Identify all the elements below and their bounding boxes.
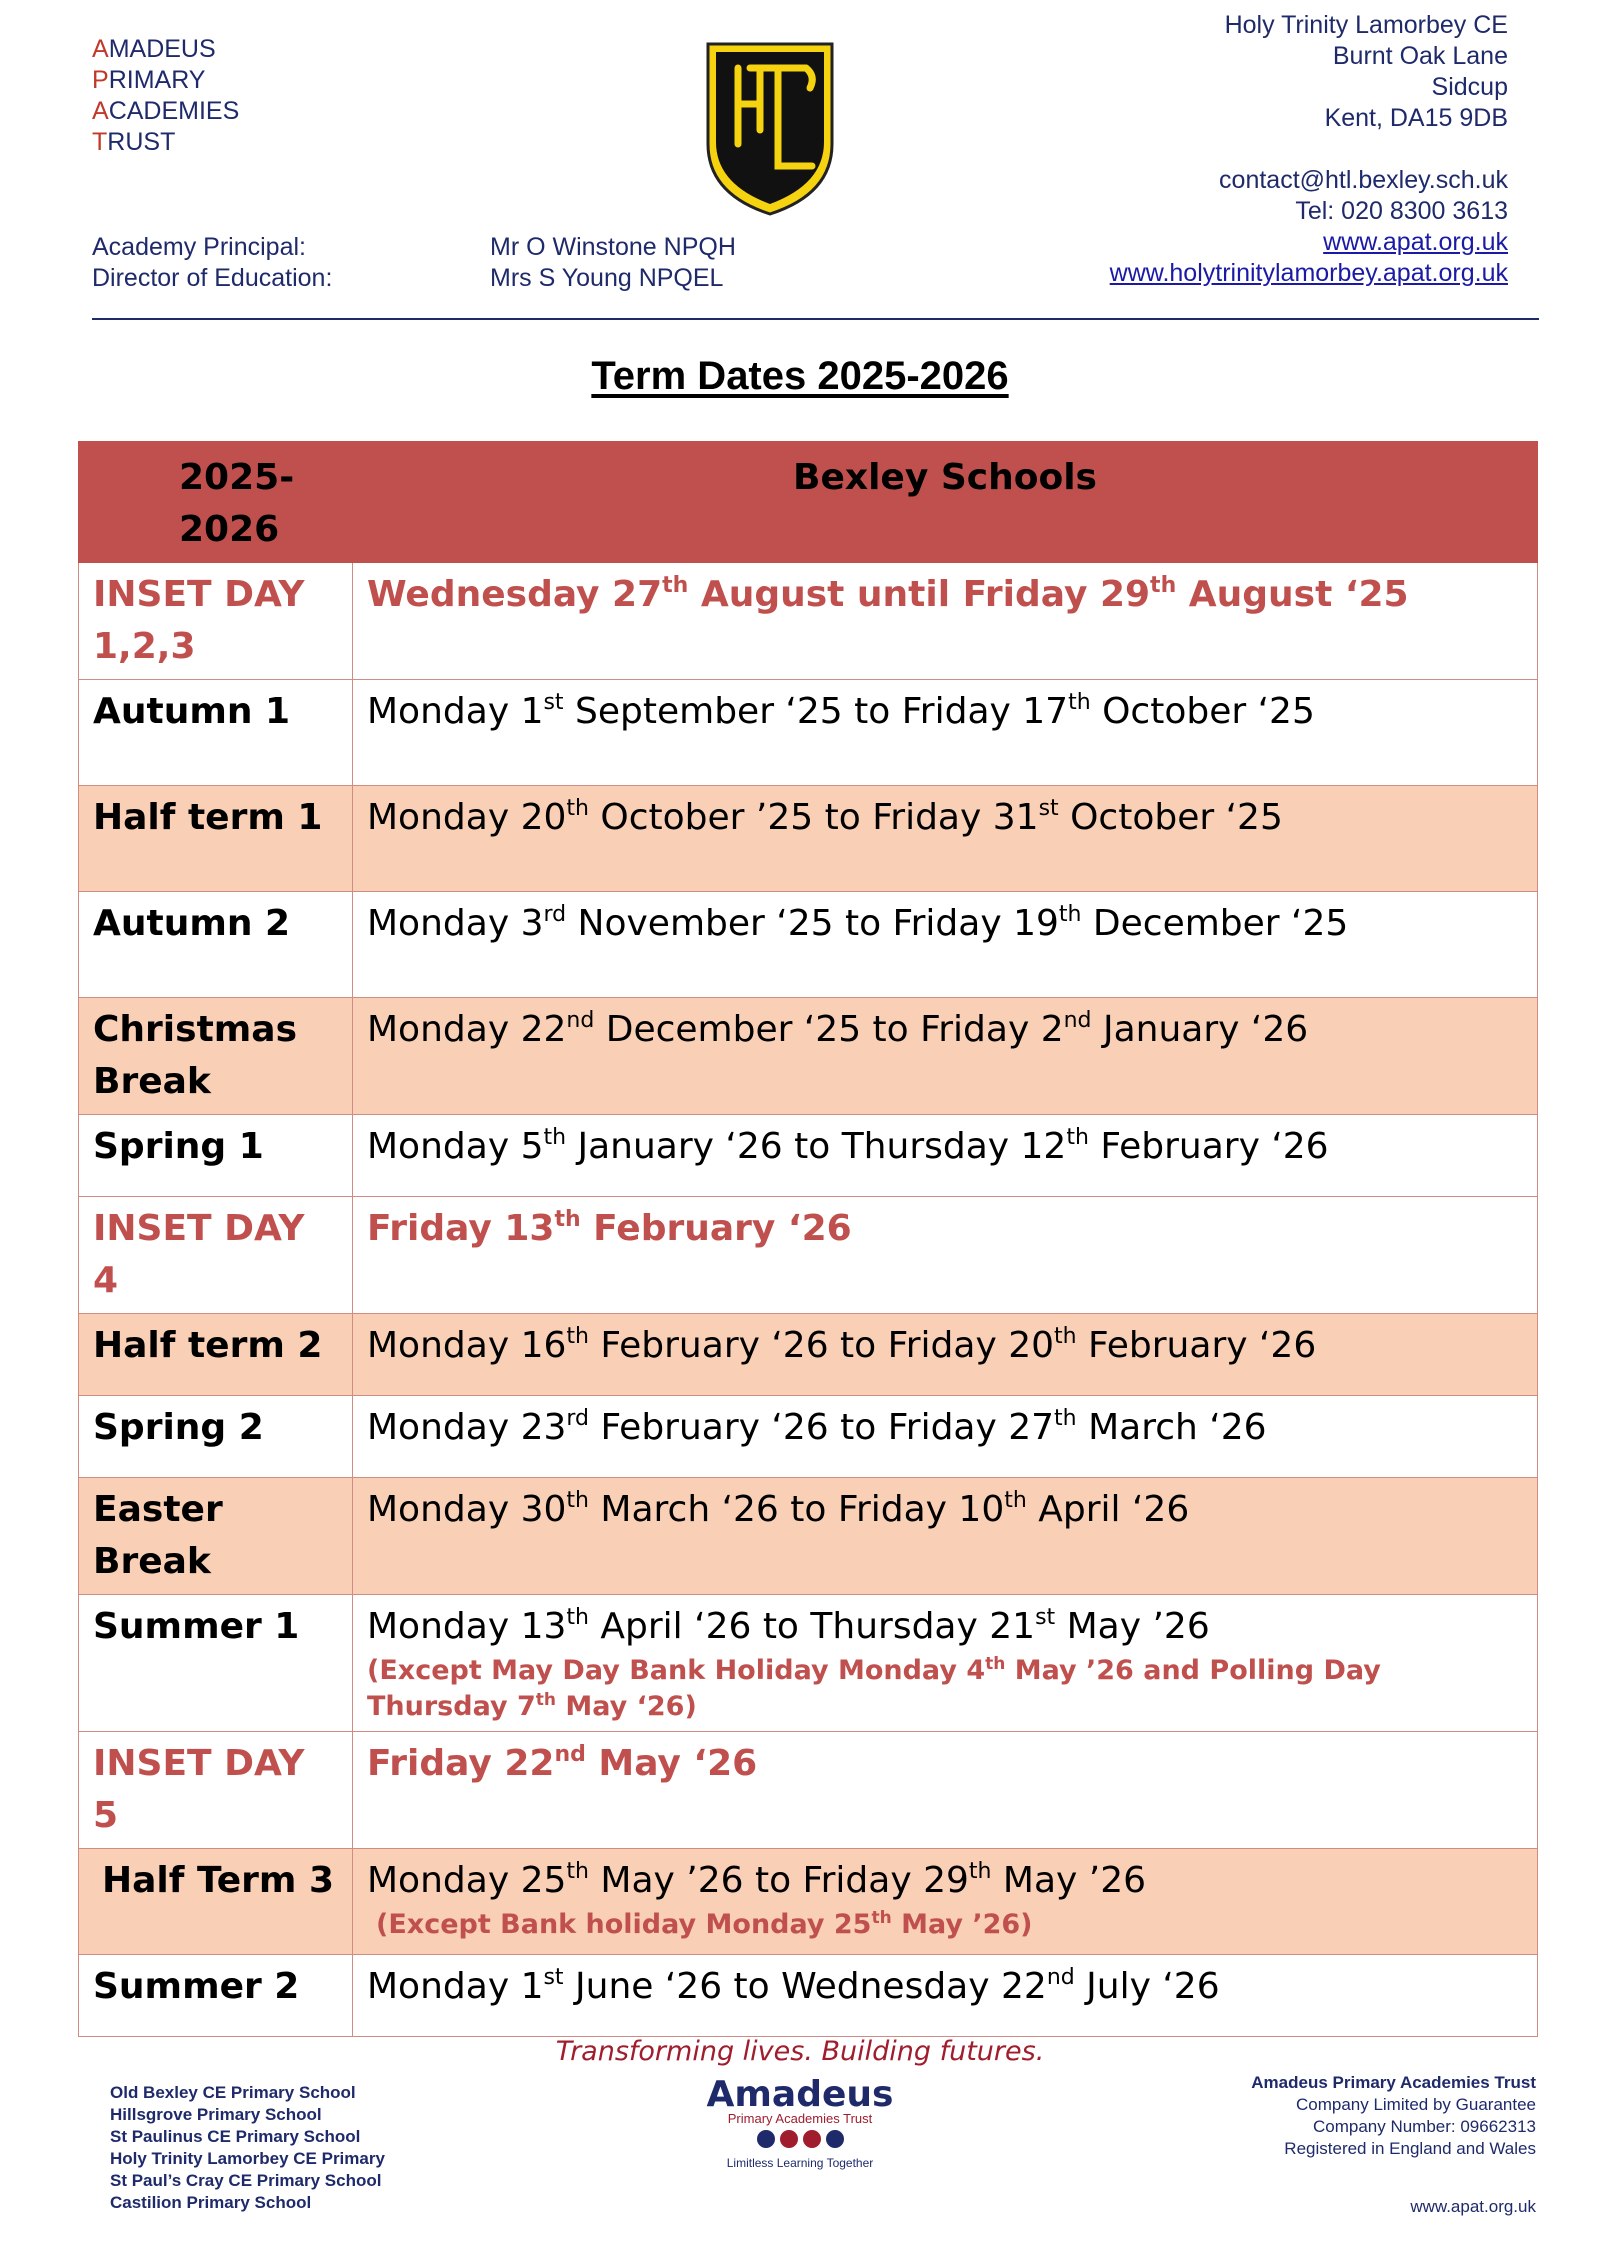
table-row: Autumn 1 Monday 1st September ‘25 to Friday 17th October ‘25 — [79, 680, 1538, 786]
row-note: (Except Bank holiday Monday 25th May ’26) — [376, 1908, 1033, 1940]
table-row: INSET DAY 5 Friday 22nd May ‘26 — [79, 1732, 1538, 1849]
list-item: St Paulinus CE Primary School — [110, 2127, 361, 2146]
table-row: Christmas Break Monday 22nd December ‘25 to Friday 2nd January ‘26 — [79, 998, 1538, 1115]
table-header-row — [79, 442, 1538, 563]
list-item: St Paul’s Cray CE Primary School — [110, 2171, 382, 2190]
tagline: Transforming lives. Building futures. — [555, 2036, 1045, 2067]
table-row: Spring 1 Monday 5th January ‘26 to Thursday 12th February ‘26 — [79, 1115, 1538, 1197]
table-row: Autumn 2 Monday 3rd November ‘25 to Friday 19th December ‘25 — [79, 892, 1538, 998]
table-row: INSET DAY 1,2,3 Wednesday 27th August until Friday 29th August ‘25 — [79, 563, 1538, 680]
school-crest-icon — [694, 34, 846, 218]
list-item: Castilion Primary School — [110, 2193, 312, 2212]
term-dates-table — [78, 441, 1538, 2037]
header-divider — [92, 318, 1539, 320]
table-row: Easter Break Monday 30th March ‘26 to Friday 10th April ‘26 — [79, 1478, 1538, 1595]
company-info: Amadeus Primary Academies Trust Company Limited by Guarantee Company Number: 09662313 Registered in England and Wales — [1251, 2073, 1536, 2158]
header-year: 2025-2026 — [79, 442, 353, 563]
table-row: Summer 2 Monday 1st June ‘26 to Wednesday 22nd July ‘26 — [79, 1955, 1538, 2037]
contact-email: contact@htl.bexley.sch.uk — [1219, 166, 1508, 194]
list-item: Holy Trinity Lamorbey CE Primary — [110, 2149, 385, 2168]
list-item: Old Bexley CE Primary School — [110, 2083, 356, 2102]
amadeus-logo: Amadeus Primary Academies Trust Limitless Learning Together — [700, 2074, 900, 2170]
row-note: (Except May Day Bank Holiday Monday 4th May ’26 and Polling Day Thursday 7th May ‘26) — [367, 1654, 1381, 1722]
trust-website-link[interactable]: www.apat.org.uk — [1323, 228, 1508, 256]
header-schools: Bexley Schools — [353, 442, 1538, 563]
school-website-link[interactable]: www.holytrinitylamorbey.apat.org.uk — [1109, 259, 1508, 287]
list-item: Hillsgrove Primary School — [110, 2105, 322, 2124]
footer-website: www.apat.org.uk — [1410, 2197, 1536, 2216]
table-row: Spring 2 Monday 23rd February ‘26 to Friday 27th March ‘26 — [79, 1396, 1538, 1478]
table-row: Half term 1 Monday 20th October ’25 to Friday 31st October ‘25 — [79, 786, 1538, 892]
staff-list — [92, 232, 736, 294]
trust-name: AMADEUS PRIMARY ACADEMIES TRUST — [92, 35, 240, 156]
contact-phone: Tel: 020 8300 3613 — [1295, 197, 1508, 225]
page-title: Term Dates 2025-2026 — [591, 354, 1009, 398]
table-row: Half Term 3 Monday 25th May ’26 to Friday 29th May ’26 (Except Bank holiday Monday 25th May ’26) — [79, 1849, 1538, 1955]
staff-row-principal: Academy Principal: Mr O Winstone NPQH — [92, 233, 736, 261]
logo-dots-icon — [700, 2130, 900, 2148]
table-row: INSET DAY 4 Friday 13th February ‘26 — [79, 1197, 1538, 1314]
staff-row-director: Director of Education: Mrs S Young NPQEL — [92, 264, 724, 292]
trust-schools-list — [110, 2082, 385, 2214]
school-address: Holy Trinity Lamorbey CE Burnt Oak Lane Sidcup Kent, DA15 9DB contact@htl.bexley.sch.uk Tel: 020 8300 3613 www.apat.org.uk www.holytrinitylamorbey.apat.org.uk — [1109, 11, 1508, 287]
table-row: Summer 1 Monday 13th April ‘26 to Thursday 21st May ’26 (Except May Day Bank Holiday Monday 4th May ’26 and Polling Day Thursday 7th May ‘26) — [79, 1595, 1538, 1732]
table-row: Half term 2 Monday 16th February ‘26 to Friday 20th February ‘26 — [79, 1314, 1538, 1396]
